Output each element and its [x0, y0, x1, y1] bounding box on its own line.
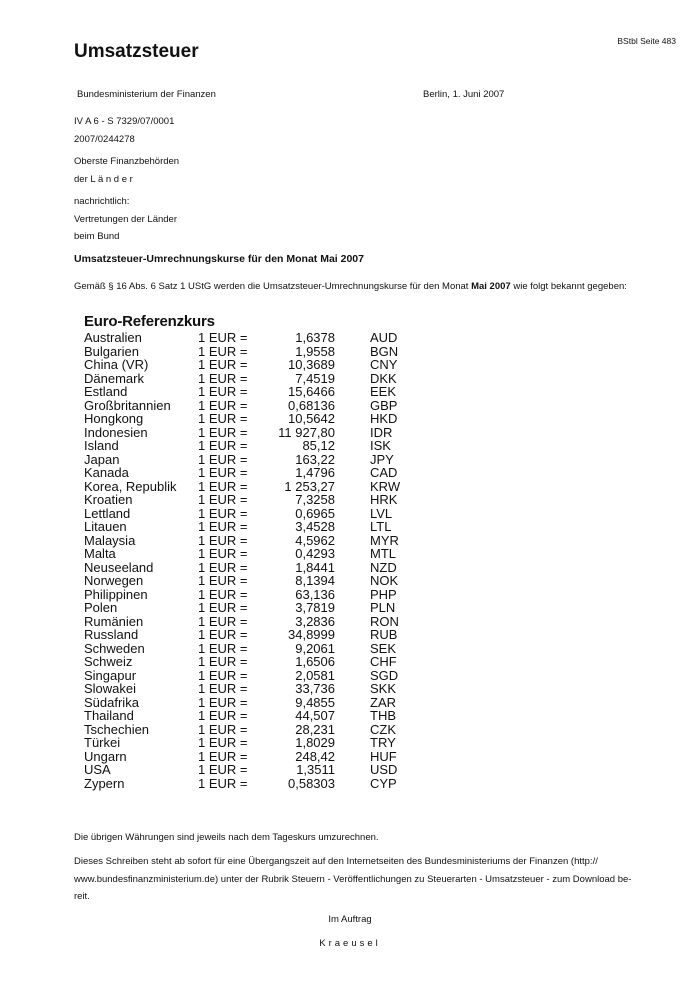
rates-table: [84, 331, 424, 790]
rate-country: Japan: [84, 451, 120, 467]
rate-row: [84, 588, 424, 602]
rate-country: Türkei: [84, 735, 121, 750]
rate-country: Indonesien: [84, 424, 148, 440]
rate-country: Philippinen: [84, 586, 148, 602]
note-paragraph: Die übrigen Währungen sind jeweils nach dem Tageskurs umzurechnen.: [74, 832, 379, 843]
rate-country: USA: [84, 762, 111, 777]
rate-base: 1 EUR =: [198, 384, 248, 399]
rate-country: Schweiz: [84, 654, 133, 669]
rate-row: [84, 709, 424, 723]
date: Berlin, 1. Juni 2007: [423, 89, 505, 100]
cc-line: beim Bund: [74, 231, 120, 242]
rate-row: [84, 763, 424, 777]
rate-base: 1 EUR =: [198, 370, 248, 386]
rate-value: 1,6506: [295, 654, 335, 669]
rate-value: 7,3258: [295, 492, 335, 507]
rate-base: 1 EUR =: [198, 519, 248, 534]
rate-currency-code: ISK: [370, 438, 391, 453]
rate-value: 10,3689: [288, 357, 335, 372]
rate-value: 248,42: [295, 748, 335, 764]
rate-row: [84, 682, 424, 696]
rate-base: 1 EUR =: [198, 654, 248, 669]
intro-month: Mai 2007: [471, 281, 511, 292]
rate-value: 1,8029: [295, 735, 335, 750]
rate-value: 0,4293: [295, 546, 335, 561]
rate-value: 1,8441: [295, 559, 335, 575]
reference-line: 2007/0244278: [74, 133, 135, 145]
rate-country: Australien: [84, 330, 142, 345]
recipients-block: [74, 153, 179, 188]
rate-currency-code: MTL: [370, 546, 396, 561]
rate-currency-code: PLN: [370, 600, 396, 615]
rate-value: 15,6466: [288, 384, 335, 399]
rate-value: 1,4796: [295, 465, 335, 480]
rate-country: Island: [84, 438, 119, 453]
rate-row: [84, 736, 424, 750]
rate-row: [84, 574, 424, 588]
rate-currency-code: NZD: [370, 559, 397, 575]
rate-currency-code: HKD: [370, 411, 398, 426]
rate-base: 1 EUR =: [198, 343, 248, 359]
rate-base: 1 EUR =: [198, 465, 248, 480]
rate-country: Malaysia: [84, 532, 136, 548]
rate-currency-code: RUB: [370, 627, 398, 642]
rate-row: [84, 412, 424, 426]
rate-value: 3,4528: [295, 519, 335, 534]
rate-country: Ungarn: [84, 748, 127, 764]
rate-row: [84, 750, 424, 764]
rate-value: 0,58303: [288, 775, 335, 791]
rate-base: 1 EUR =: [198, 762, 248, 777]
rate-country: Malta: [84, 546, 116, 561]
rate-row: [84, 615, 424, 629]
rate-base: 1 EUR =: [198, 748, 248, 764]
rate-currency-code: THB: [370, 708, 396, 723]
rates-title: Euro-Referenzkurs: [84, 313, 215, 330]
rate-base: 1 EUR =: [198, 411, 248, 426]
rate-base: 1 EUR =: [198, 721, 248, 737]
rate-value: 9,2061: [295, 640, 335, 656]
rate-row: [84, 426, 424, 440]
rate-row: [84, 453, 424, 467]
rate-base: 1 EUR =: [198, 559, 248, 575]
rate-country: Kroatien: [84, 492, 133, 507]
rate-value: 10,5642: [288, 411, 335, 426]
rate-row: [84, 642, 424, 656]
rate-row: [84, 669, 424, 683]
rate-value: 9,4855: [295, 694, 335, 710]
rate-row: [84, 520, 424, 534]
rate-country: Estland: [84, 384, 128, 399]
rate-currency-code: SEK: [370, 640, 397, 656]
rate-currency-code: ZAR: [370, 694, 396, 710]
rate-value: 1 253,27: [284, 478, 335, 494]
rate-currency-code: SGD: [370, 667, 399, 683]
rate-value: 28,231: [295, 721, 335, 737]
rate-base: 1 EUR =: [198, 478, 248, 494]
rate-row: [84, 534, 424, 548]
intro-paragraph: Gemäß § 16 Abs. 6 Satz 1 UStG werden die Umsatzsteuer-Umrechnungskurse für den Monat Mai 2007 wie folgt bekannt gegeben:: [74, 281, 627, 292]
rate-row: [84, 561, 424, 575]
rate-base: 1 EUR =: [198, 775, 248, 791]
rate-row: [84, 507, 424, 521]
rate-base: 1 EUR =: [198, 424, 248, 440]
rate-value: 1,3511: [296, 762, 335, 777]
rate-row: [84, 601, 424, 615]
rate-base: 1 EUR =: [198, 600, 248, 615]
rate-currency-code: CAD: [370, 465, 398, 480]
rate-base: 1 EUR =: [198, 397, 248, 413]
rate-base: 1 EUR =: [198, 438, 248, 453]
rate-value: 3,2836: [295, 613, 335, 629]
rate-base: 1 EUR =: [198, 330, 248, 345]
rate-value: 44,507: [295, 708, 335, 723]
rate-value: 33,736: [295, 681, 335, 696]
cc-line: Vertretungen der Länder: [74, 213, 177, 225]
rate-country: Kanada: [84, 465, 129, 480]
rate-currency-code: PHP: [370, 586, 397, 602]
rate-currency-code: LVL: [370, 505, 393, 521]
rate-row: [84, 655, 424, 669]
rate-base: 1 EUR =: [198, 573, 248, 588]
rate-row: [84, 331, 424, 345]
rate-currency-code: SKK: [370, 681, 397, 696]
rate-value: 0,6965: [295, 505, 335, 521]
rate-value: 163,22: [295, 451, 335, 467]
rate-row: [84, 385, 424, 399]
rate-currency-code: CZK: [370, 721, 396, 737]
rate-row: [84, 345, 424, 359]
rate-currency-code: LTL: [370, 519, 392, 534]
rate-base: 1 EUR =: [198, 694, 248, 710]
recipient-line: der L ä n d e r: [74, 173, 133, 185]
rate-row: [84, 628, 424, 642]
rate-value: 1,9558: [295, 343, 335, 359]
rate-currency-code: EEK: [370, 384, 397, 399]
rate-value: 11 927,80: [278, 424, 335, 440]
rate-currency-code: HUF: [370, 748, 397, 764]
reference-block: [74, 113, 174, 148]
rate-value: 63,136: [295, 586, 335, 602]
rate-row: [84, 493, 424, 507]
rate-currency-code: AUD: [370, 330, 398, 345]
rate-country: Neuseeland: [84, 559, 154, 575]
rate-row: [84, 399, 424, 413]
rate-base: 1 EUR =: [198, 451, 248, 467]
rate-country: Norwegen: [84, 573, 144, 588]
rate-currency-code: CYP: [370, 775, 397, 791]
rate-country: Dänemark: [84, 370, 144, 386]
rate-value: 4,5962: [295, 532, 335, 548]
download-line: reit.: [74, 891, 90, 902]
rate-value: 0,68136: [288, 397, 335, 413]
rate-base: 1 EUR =: [198, 735, 248, 750]
download-line: www.bundesfinanzministerium.de) unter der Rubrik Steuern - Veröffentlichungen zu Steuerarten - Umsatzsteuer - zum Download be-: [74, 873, 632, 885]
recipient-line: Oberste Finanzbehörden: [74, 156, 180, 167]
rate-currency-code: HRK: [370, 492, 398, 507]
page-reference: BStbl Seite 483: [617, 36, 676, 46]
rate-row: [84, 547, 424, 561]
subject-heading: Umsatzsteuer-Umrechnungskurse für den Monat Mai 2007: [74, 253, 364, 265]
document-title: Umsatzsteuer: [74, 41, 199, 62]
rate-country: Rumänien: [84, 613, 144, 629]
rate-country: Singapur: [84, 667, 137, 683]
rate-base: 1 EUR =: [198, 546, 248, 561]
cc-block: [74, 193, 177, 246]
rate-row: [84, 358, 424, 372]
rate-country: Polen: [84, 600, 118, 615]
rate-row: [84, 696, 424, 710]
rate-base: 1 EUR =: [198, 357, 248, 372]
rate-country: Großbritannien: [84, 397, 171, 413]
rate-currency-code: CNY: [370, 357, 398, 372]
rate-country: Korea, Republik: [84, 478, 177, 494]
signature: Kraeusel: [319, 938, 381, 949]
rate-currency-code: CHF: [370, 654, 397, 669]
rate-currency-code: MYR: [370, 532, 399, 548]
rate-value: 85,12: [302, 438, 335, 453]
rate-value: 3,7819: [295, 600, 335, 615]
rate-currency-code: TRY: [370, 735, 396, 750]
rate-country: Lettland: [84, 505, 131, 521]
cc-line: nachrichtlich:: [74, 196, 130, 207]
rate-row: [84, 372, 424, 386]
rate-base: 1 EUR =: [198, 492, 248, 507]
rate-base: 1 EUR =: [198, 640, 248, 656]
rate-currency-code: DKK: [370, 370, 397, 386]
rate-currency-code: USD: [370, 762, 398, 777]
rate-currency-code: BGN: [370, 343, 399, 359]
sender: Bundesministerium der Finanzen: [77, 89, 216, 100]
rate-base: 1 EUR =: [198, 613, 248, 629]
rate-row: [84, 439, 424, 453]
rate-value: 8,1394: [295, 573, 335, 588]
rate-currency-code: IDR: [370, 424, 393, 440]
rate-country: Hongkong: [84, 411, 144, 426]
rate-country: Tschechien: [84, 721, 150, 737]
rate-base: 1 EUR =: [198, 708, 248, 723]
rate-country: China (VR): [84, 357, 149, 372]
rate-row: [84, 480, 424, 494]
rate-country: Russland: [84, 627, 139, 642]
rate-country: Thailand: [84, 708, 134, 723]
rate-row: [84, 777, 424, 791]
rate-value: 1,6378: [295, 330, 335, 345]
rate-country: Bulgarien: [84, 343, 139, 359]
reference-line: IV A 6 - S 7329/07/0001: [74, 116, 175, 127]
download-paragraph: [74, 853, 634, 906]
rate-row: [84, 466, 424, 480]
rate-currency-code: KRW: [370, 478, 401, 494]
rate-country: Slowakei: [84, 681, 137, 696]
rate-base: 1 EUR =: [198, 627, 248, 642]
rate-value: 34,8999: [288, 627, 335, 642]
rate-value: 7,4519: [295, 370, 335, 386]
rate-base: 1 EUR =: [198, 681, 248, 696]
rate-base: 1 EUR =: [198, 667, 248, 683]
rate-currency-code: NOK: [370, 573, 399, 588]
rate-base: 1 EUR =: [198, 505, 248, 521]
rate-base: 1 EUR =: [198, 586, 248, 602]
rate-currency-code: JPY: [370, 451, 394, 467]
rate-base: 1 EUR =: [198, 532, 248, 548]
rate-country: Südafrika: [84, 694, 139, 710]
closing: Im Auftrag: [328, 914, 372, 925]
rate-country: Schweden: [84, 640, 145, 656]
rate-currency-code: GBP: [370, 397, 398, 413]
rate-country: Litauen: [84, 519, 127, 534]
rate-row: [84, 723, 424, 737]
rate-value: 2,0581: [295, 667, 335, 683]
rate-currency-code: RON: [370, 613, 399, 629]
download-line: Dieses Schreiben steht ab sofort für eine Übergangszeit auf den Internetseiten des Bundesministeriums der Finanzen (http://: [74, 856, 598, 867]
rate-country: Zypern: [84, 775, 125, 791]
